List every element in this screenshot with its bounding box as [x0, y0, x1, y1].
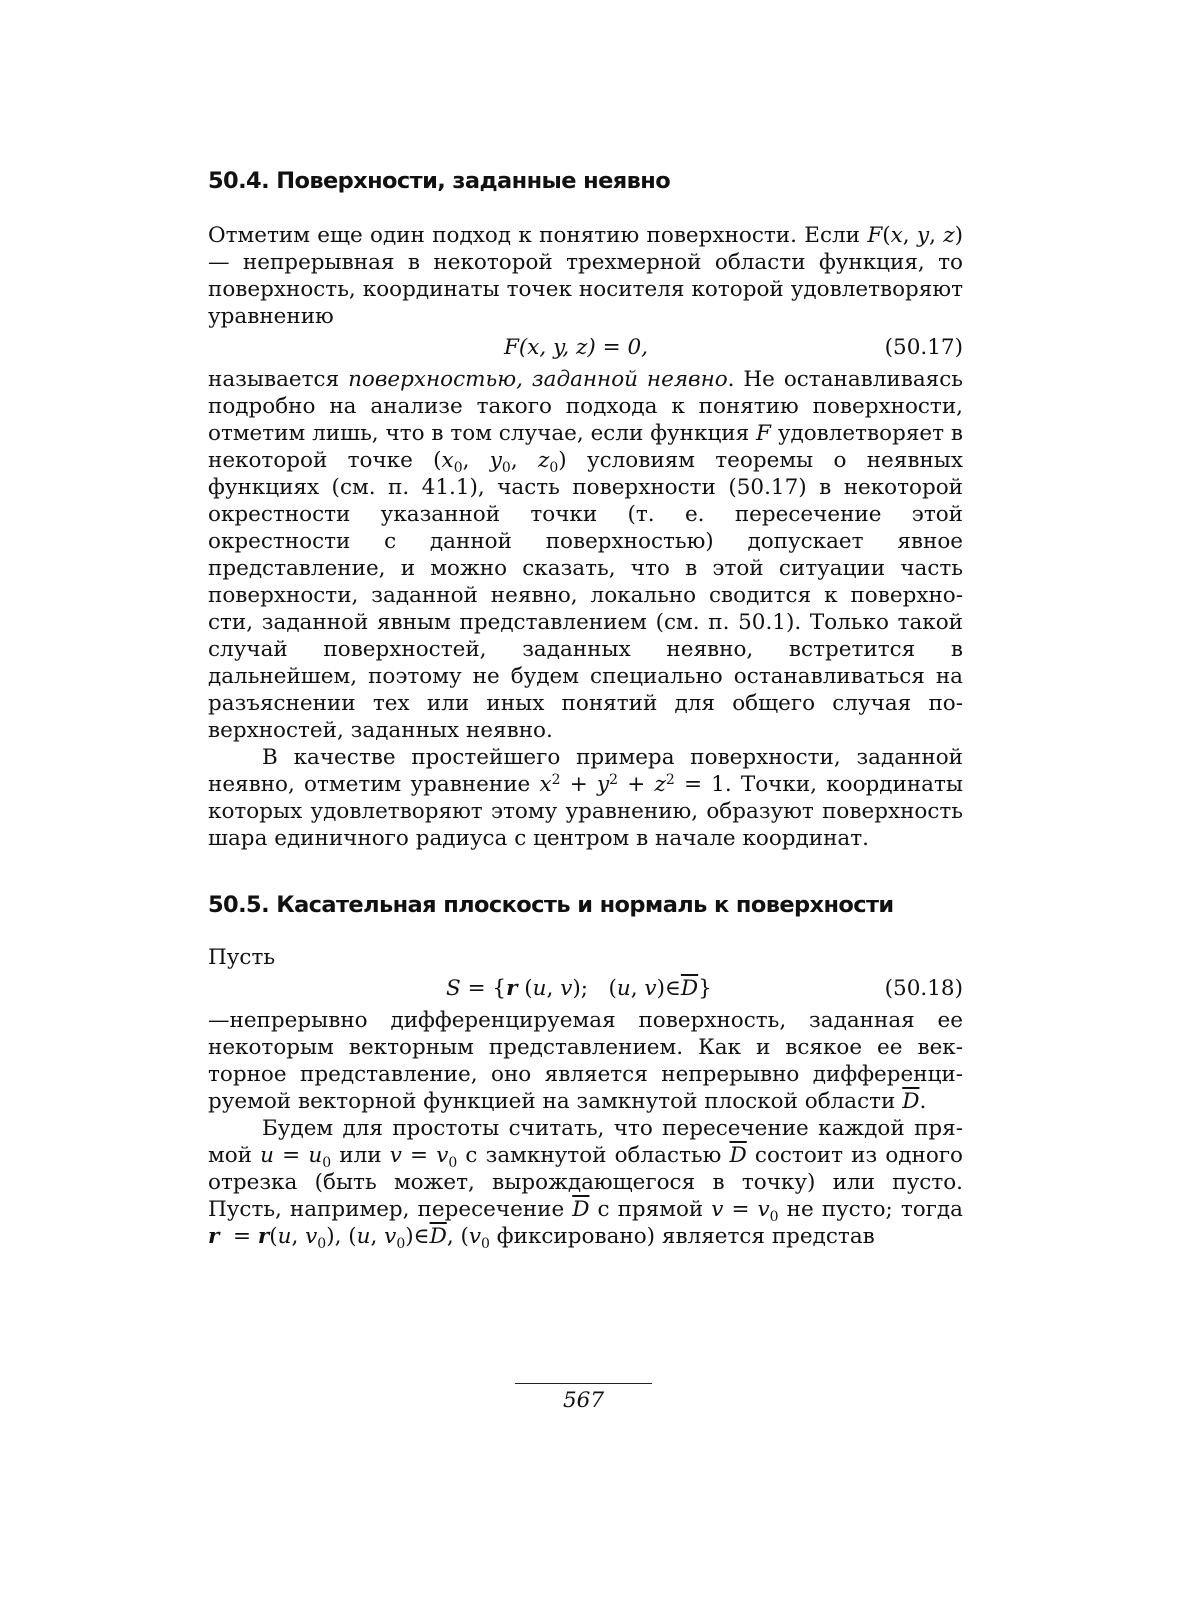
paragraph-smooth-surface: —непрерывно дифференцируемая поверхность, заданная ее некоторым векторным представлением. Как и всякое ее векторное представление, оно является непрерывно дифференцируемой векторной функцией на замкнутой плоской области $\overline{D}$.: [208, 1008, 963, 1114]
paragraph-implicit-intro: Отметим еще один подход к понятию поверхности. Если F(x, y, z) — непрерывная в некоторой трехмерной области функция, то поверхность, координаты точек носителя которой удовлетворяют уравнению: [208, 223, 963, 329]
paragraph-intersection: Будем для простоты считать, что пересечение каждой прямой $u = u_0$ или $v = v_0$ с замкнутой областью $\overline{D}$ состоит из одного отрезка (быть может, вырождающегося в точку) или пусто. Пусть, например, пересечение $\overline{D}$ с прямой $v = v_0$ не пусто; тогда r = r(u, $v_0$), (u, $v_0)\in\overline{D}$, ($v_0$ фиксировано) является представ: [208, 1116, 963, 1252]
equation-50-17: [208, 330, 963, 366]
paragraph-sphere-example: В качестве простейшего примера поверхности, заданной неявно, отметим уравнение $x^2 + y^2 + z^2 = 1$. Точки, координаты которых удовлетворяют этому уравнению, образуют поверхность шара единичного радиуса с центром в начале координат.: [208, 745, 964, 851]
paragraph-implicit-definition: называется поверхностью, заданной неявно. Не останавливаясь подробно на анализе такого подхода к понятию поверхности, отметим лишь, что в том случае, если функция F удовлетворяет в некоторой точке ($x_0$, $y_0$, $z_0$) условиям теоремы о неявных функциях (см. п. 41.1), часть поверхности (50.17) в некоторой окрестности указанной точки (т. е. пересечение этой окрестности с данной поверхностью) допускает явное представление, и можно сказать, что в этой ситуации часть поверхности, заданной неявно, локально сводится к поверхности, заданной явным представлением (см. п. 50.1). Только такой случай поверхностей, заданных неявно, встретится в дальнейшем, поэтому не будем специально останавливаться на разъяснении тех или иных понятий для общего случая поверхностей, заданных неявно.: [208, 367, 964, 743]
page-content: [208, 168, 963, 1250]
section-heading-50-4: 50.4. Поверхности, заданные неявно: [208, 168, 671, 194]
equation-number: (50.17): [884, 335, 963, 360]
equation-50-18: [208, 971, 963, 1007]
paragraph-let: Пусть: [208, 945, 276, 970]
equation-expression: S = {r (u, v); (u, $v)\in\overline{D}$}: [446, 976, 712, 1001]
emphasis-term: поверхностью, заданной неявно: [348, 367, 728, 392]
equation-expression: F(x, y, z) = 0,: [504, 335, 648, 360]
page-number: 567: [515, 1383, 652, 1413]
section-heading-50-5: 50.5. Касательная плоскость и нормаль к поверхности: [208, 892, 894, 918]
equation-number: (50.18): [884, 976, 963, 1001]
